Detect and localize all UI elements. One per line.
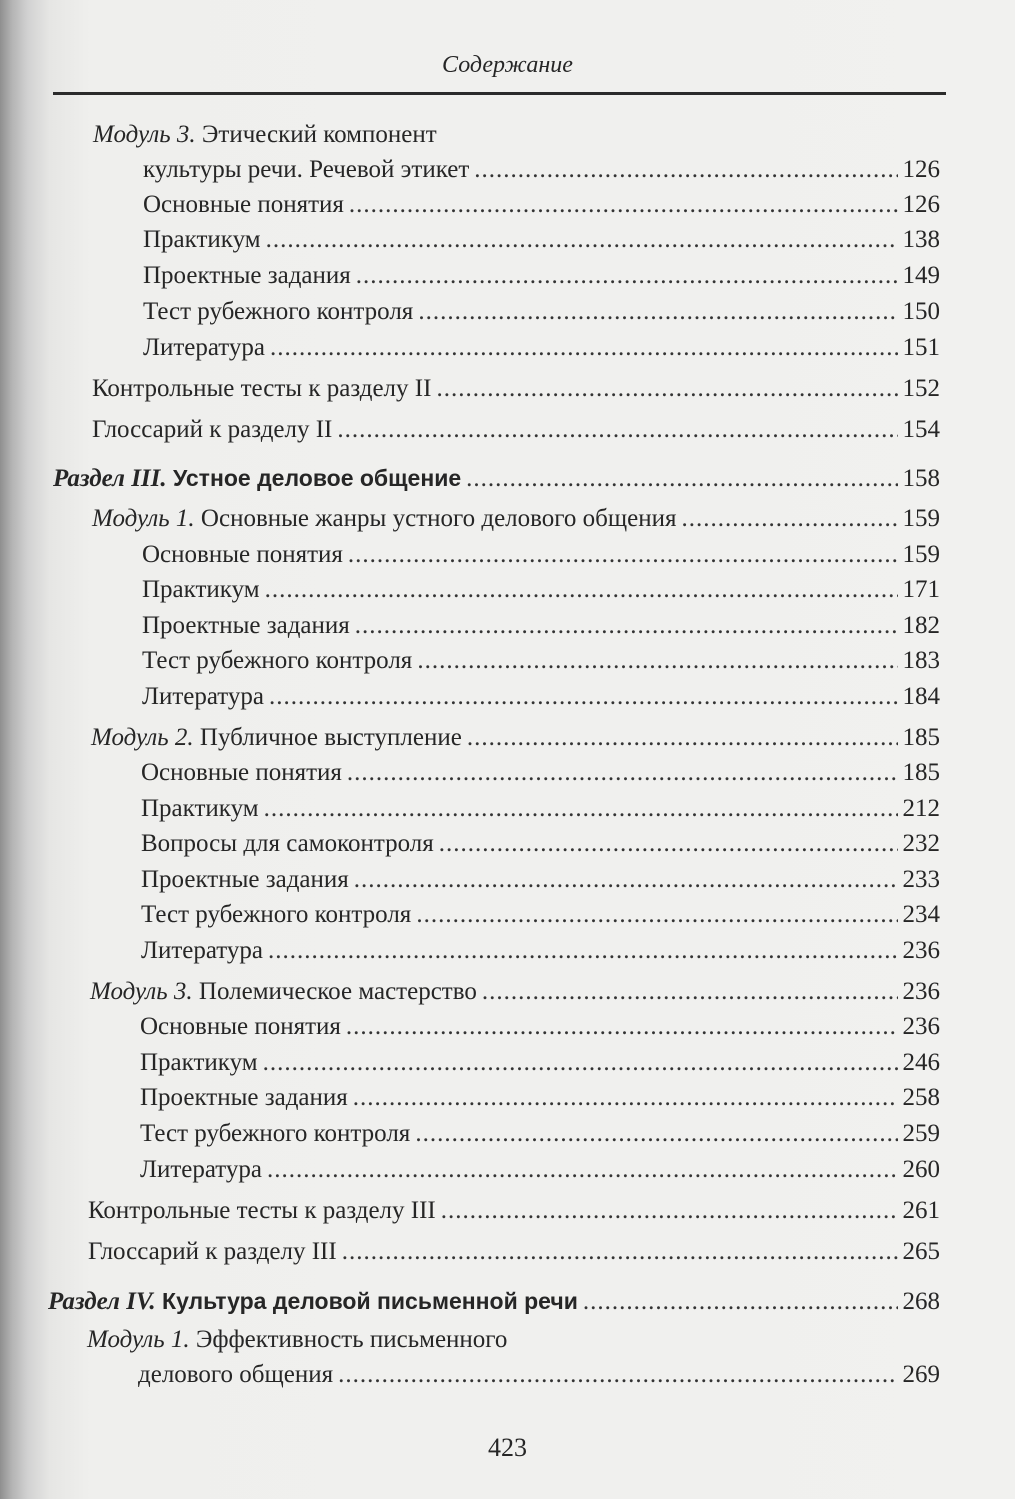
toc-section-entry <box>48 1286 940 1317</box>
page-number: 185 <box>902 724 940 751</box>
page-number: 126 <box>902 191 940 218</box>
entry-title: делового общения <box>138 1361 334 1388</box>
dot-leader <box>270 333 898 363</box>
entry-title: Этический компонент <box>201 121 437 148</box>
entry-title: Практикум <box>141 795 259 822</box>
toc-entry <box>88 1237 940 1267</box>
toc-entry <box>90 977 940 1007</box>
toc-entry <box>143 261 940 291</box>
entry-title: Проектные задания <box>140 1084 348 1111</box>
page-number: 259 <box>902 1120 940 1147</box>
dot-leader <box>348 540 898 570</box>
toc-entry <box>140 1012 940 1042</box>
page-number: 154 <box>902 416 940 443</box>
page-number: 261 <box>902 1197 940 1224</box>
toc-entry <box>143 333 940 363</box>
dot-leader <box>349 190 898 220</box>
toc-entry <box>92 415 940 445</box>
dot-leader <box>354 865 898 895</box>
page-number: 159 <box>902 505 940 532</box>
dot-leader <box>263 1048 898 1078</box>
dot-leader <box>417 646 897 676</box>
page-folio: 423 <box>488 1433 527 1462</box>
entry-title: Практикум <box>143 226 261 253</box>
entry-title: Полемическое мастерство <box>198 978 477 1005</box>
entry-title: Культура деловой письменной речи <box>162 1288 578 1314</box>
entry-title: Тест рубежного контроля <box>141 901 412 928</box>
dot-leader <box>416 900 897 930</box>
dot-leader <box>264 794 898 824</box>
toc-entry <box>140 1119 940 1149</box>
page-number: 258 <box>902 1084 940 1111</box>
entry-title: Литература <box>141 937 263 964</box>
dot-leader <box>474 155 897 185</box>
dot-leader <box>269 682 898 712</box>
section-prefix: Раздел III. <box>53 465 167 492</box>
page-number: 182 <box>902 612 940 639</box>
module-prefix: Модуль 1. <box>87 1326 190 1353</box>
entry-title: Литература <box>142 683 264 710</box>
toc-entry <box>142 540 940 570</box>
toc-entry <box>138 1360 940 1390</box>
toc-entry <box>142 646 940 676</box>
page-number: 151 <box>902 334 940 361</box>
dot-leader <box>466 464 897 494</box>
entry-title: Основные жанры устного делового общения <box>200 505 677 532</box>
toc-entry <box>141 794 940 824</box>
dot-leader <box>418 297 897 327</box>
entry-title: Глоссарий к разделу III <box>88 1238 337 1265</box>
entry-title: Проектные задания <box>143 262 351 289</box>
page-number: 234 <box>902 901 940 928</box>
dot-leader <box>355 611 898 641</box>
toc-entry-title-line <box>87 1325 507 1355</box>
toc-entry <box>88 1196 940 1226</box>
page-number: 268 <box>902 1288 940 1315</box>
entry-title: Практикум <box>140 1049 258 1076</box>
dot-leader <box>681 504 897 534</box>
page-number: 260 <box>902 1156 940 1183</box>
entry-title: Тест рубежного контроля <box>140 1120 411 1147</box>
page-number: 185 <box>902 759 940 786</box>
entry-title: Основные понятия <box>142 541 343 568</box>
page-number: 183 <box>902 647 940 674</box>
toc-entry <box>141 758 940 788</box>
toc-entry <box>140 1083 940 1113</box>
dot-leader <box>338 1360 897 1390</box>
entry-title: Тест рубежного контроля <box>143 298 414 325</box>
dot-leader <box>347 758 898 788</box>
entry-title: Контрольные тесты к разделу II <box>92 375 432 402</box>
dot-leader <box>482 977 898 1007</box>
page-number: 171 <box>902 576 940 603</box>
dot-leader <box>267 1155 898 1185</box>
dot-leader <box>353 1083 898 1113</box>
entry-title: Основные понятия <box>143 191 344 218</box>
page-number: 149 <box>902 262 940 289</box>
page-number: 236 <box>902 1013 940 1040</box>
page-number: 152 <box>902 375 940 402</box>
page-number: 246 <box>902 1049 940 1076</box>
toc-entry <box>143 225 940 255</box>
page-number: 126 <box>902 156 940 183</box>
page-number: 269 <box>902 1361 940 1388</box>
module-prefix: Модуль 2. <box>91 724 194 751</box>
entry-title: Литература <box>140 1156 262 1183</box>
toc-section-entry <box>53 463 940 494</box>
running-title: Содержание <box>442 52 573 78</box>
dot-leader <box>337 415 897 445</box>
dot-leader <box>268 936 898 966</box>
toc-entry <box>92 374 940 404</box>
toc-entry <box>142 575 940 605</box>
entry-title: Основные понятия <box>140 1013 341 1040</box>
dot-leader <box>583 1287 898 1317</box>
page-number: 150 <box>902 298 940 325</box>
dot-leader <box>346 1012 898 1042</box>
toc-entry <box>141 829 940 859</box>
page-number: 233 <box>902 866 940 893</box>
entry-title: Вопросы для самоконтроля <box>141 830 434 857</box>
toc-entry <box>143 155 940 185</box>
entry-title: Устное деловое общение <box>173 465 462 491</box>
entry-title: Основные понятия <box>141 759 342 786</box>
dot-leader <box>265 575 898 605</box>
toc-entry <box>141 936 940 966</box>
toc-entry <box>141 900 940 930</box>
dot-leader <box>436 374 897 404</box>
page-number: 212 <box>902 795 940 822</box>
entry-title: Проектные задания <box>141 866 349 893</box>
entry-title: Тест рубежного контроля <box>142 647 413 674</box>
toc-entry <box>143 190 940 220</box>
module-prefix: Модуль 3. <box>93 121 196 148</box>
section-prefix: Раздел IV. <box>48 1288 156 1315</box>
dot-leader <box>441 1196 898 1226</box>
dot-leader <box>356 261 898 291</box>
toc-entry <box>141 865 940 895</box>
dot-leader <box>467 723 898 753</box>
page-number: 138 <box>902 226 940 253</box>
dot-leader <box>266 225 898 255</box>
toc-entry <box>143 297 940 327</box>
dot-leader <box>439 829 898 859</box>
toc-entry <box>142 611 940 641</box>
toc-entry <box>92 504 940 534</box>
entry-title: Контрольные тесты к разделу III <box>88 1197 436 1224</box>
page-number: 236 <box>902 978 940 1005</box>
entry-title: Литература <box>143 334 265 361</box>
toc-entry <box>140 1155 940 1185</box>
toc-entry-title-line <box>93 120 437 150</box>
entry-title: Эффективность письменного <box>195 1326 508 1353</box>
module-prefix: Модуль 3. <box>90 978 193 1005</box>
module-prefix: Модуль 1. <box>92 505 195 532</box>
dot-leader <box>415 1119 897 1149</box>
dot-leader <box>342 1237 898 1267</box>
entry-title: Проектные задания <box>142 612 350 639</box>
page-number: 159 <box>902 541 940 568</box>
page-number: 265 <box>902 1238 940 1265</box>
entry-title: Глоссарий к разделу II <box>92 416 333 443</box>
toc-entry <box>142 682 940 712</box>
toc-entry <box>91 723 940 753</box>
entry-title: Публичное выступление <box>199 724 462 751</box>
page-number: 236 <box>902 937 940 964</box>
entry-title: культуры речи. Речевой этикет <box>143 156 470 183</box>
page-number: 232 <box>902 830 940 857</box>
page-number: 184 <box>902 683 940 710</box>
toc-entry <box>140 1048 940 1078</box>
entry-title: Практикум <box>142 576 260 603</box>
page-number: 158 <box>902 465 940 492</box>
